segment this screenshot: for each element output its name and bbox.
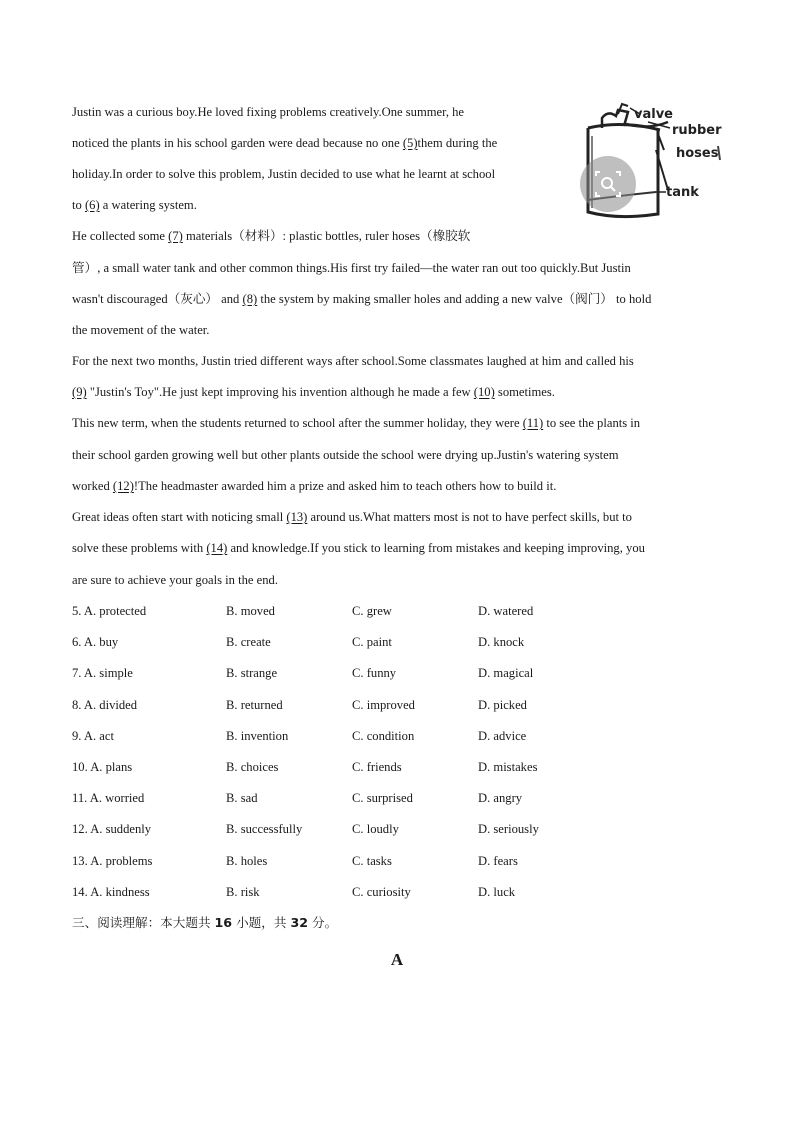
- option-b[interactable]: B. risk: [226, 884, 260, 899]
- option-c[interactable]: C. grew: [352, 604, 392, 618]
- question-row: [72, 727, 722, 745]
- passage-line: [72, 290, 722, 308]
- passage-line: [72, 571, 722, 589]
- part-title: A: [390, 950, 404, 969]
- passage-text: holiday.In order to solve this problem, Justin decided to use what he learnt at school: [72, 167, 496, 181]
- question-row: [72, 883, 722, 901]
- option-a[interactable]: 11. A. worried: [72, 791, 145, 806]
- option-d[interactable]: D. angry: [478, 791, 523, 806]
- section-score: 32: [290, 915, 308, 930]
- passage-text: the movement of the water.: [72, 323, 210, 337]
- passage-line: [72, 196, 562, 214]
- option-a[interactable]: 6. A. buy: [72, 635, 119, 650]
- option-c[interactable]: C. curiosity: [352, 884, 411, 899]
- option-b[interactable]: B. holes: [226, 853, 268, 868]
- option-c[interactable]: C. improved: [352, 697, 415, 712]
- passage-text: "Justin's Toy".He just kept improving his invention although he made a few: [86, 385, 474, 399]
- passage-text: This new term, when the students returned to school after the summer holiday, they were: [72, 416, 523, 430]
- section-heading: [72, 914, 337, 932]
- option-b[interactable]: B. moved: [226, 604, 275, 618]
- option-d[interactable]: D. watered: [478, 604, 534, 618]
- question-row: [72, 820, 722, 838]
- option-c[interactable]: C. condition: [352, 728, 415, 743]
- passage-line: [72, 477, 722, 495]
- passage-text: !The headmaster awarded him a prize and asked him to teach others how to build it.: [133, 479, 557, 493]
- passage-text: to see the plants in: [543, 416, 641, 430]
- option-b[interactable]: B. invention: [226, 728, 289, 743]
- passage-line: [72, 134, 562, 152]
- option-d[interactable]: D. mistakes: [478, 760, 538, 774]
- passage-line: [72, 352, 722, 370]
- option-c[interactable]: C. friends: [352, 760, 402, 774]
- option-b[interactable]: B. successfully: [226, 822, 303, 837]
- option-b[interactable]: B. sad: [226, 791, 258, 806]
- option-d[interactable]: D. seriously: [478, 822, 539, 837]
- passage-line: [72, 414, 722, 432]
- option-c[interactable]: C. funny: [352, 666, 397, 681]
- label-hoses: hoses: [676, 146, 719, 161]
- blank-number: (9): [72, 385, 87, 399]
- passage-text: solve these problems with: [72, 541, 207, 555]
- passage-line: [72, 103, 562, 121]
- option-a[interactable]: 12. A. suddenly: [72, 822, 152, 837]
- passage-text: their school garden growing well but other plants outside the school were drying up.Justin's watering system: [72, 448, 619, 462]
- magnifier-overlay: [580, 156, 636, 212]
- option-a[interactable]: 5. A. protected: [72, 604, 147, 618]
- option-a[interactable]: 9. A. act: [72, 728, 114, 743]
- passage-text: materials（材料）: plastic bottles, ruler hoses（橡胶软: [182, 229, 471, 243]
- passage-text: For the next two months, Justin tried different ways after school.Some classmates laughed at him and called his: [72, 354, 634, 368]
- question-row: [72, 664, 722, 682]
- label-rubber: rubber: [672, 123, 722, 138]
- section-heading-suffix: 分。: [308, 915, 338, 930]
- blank-number: (5): [402, 136, 418, 150]
- passage-line: [72, 446, 722, 464]
- blank-number: (6): [84, 198, 100, 212]
- passage-text: around us.What matters most is not to have perfect skills, but to: [307, 510, 632, 524]
- option-b[interactable]: B. returned: [226, 697, 283, 712]
- question-row: [72, 852, 722, 870]
- passage-text: wasn't discouraged（灰心） and: [72, 292, 243, 306]
- passage-line: [72, 227, 562, 245]
- option-b[interactable]: B. strange: [226, 666, 278, 681]
- passage-text: are sure to achieve your goals in the end.: [72, 573, 278, 587]
- option-d[interactable]: D. advice: [478, 728, 527, 743]
- option-d[interactable]: D. knock: [478, 635, 525, 650]
- question-row: [72, 758, 722, 776]
- option-a[interactable]: 10. A. plans: [72, 760, 133, 774]
- question-row: [72, 789, 722, 807]
- passage-text: the system by making smaller holes and adding a new valve（阀门） to hold: [257, 292, 652, 306]
- question-row: [72, 696, 722, 714]
- passage-line: [72, 508, 722, 526]
- question-row: [72, 602, 722, 620]
- passage-text: and knowledge.If you stick to learning from mistakes and keeping improving, you: [227, 541, 645, 555]
- passage-text: Justin was a curious boy.He loved fixing problems creatively.One summer, he: [72, 105, 465, 119]
- passage-line: [72, 165, 562, 183]
- passage-text: Great ideas often start with noticing small: [72, 510, 287, 524]
- option-b[interactable]: B. create: [226, 635, 271, 650]
- passage-text: He collected some: [72, 229, 169, 243]
- blank-number: (14): [206, 541, 228, 555]
- label-valve: valve: [634, 107, 673, 122]
- option-a[interactable]: 13. A. problems: [72, 853, 153, 868]
- option-a[interactable]: 7. A. simple: [72, 666, 133, 681]
- blank-number: (8): [242, 292, 258, 306]
- option-c[interactable]: C. tasks: [352, 853, 392, 868]
- option-c[interactable]: C. loudly: [352, 822, 399, 837]
- option-d[interactable]: D. fears: [478, 853, 518, 868]
- label-tank: tank: [666, 185, 699, 200]
- passage-text: noticed the plants in his school garden were dead because no one: [72, 136, 403, 150]
- passage-line: [72, 321, 722, 339]
- option-d[interactable]: D. magical: [478, 666, 534, 681]
- passage-text: them during the: [417, 136, 498, 150]
- passage-line: [72, 259, 722, 277]
- section-heading-middle: 小题，共: [232, 915, 291, 930]
- option-b[interactable]: B. choices: [226, 760, 279, 774]
- question-row: [72, 633, 722, 651]
- passage-text: to: [72, 198, 85, 212]
- option-d[interactable]: D. picked: [478, 697, 527, 712]
- blank-number: (12): [112, 479, 134, 493]
- option-c[interactable]: C. paint: [352, 635, 392, 650]
- passage-text: sometimes.: [494, 385, 555, 399]
- passage-line: [72, 539, 722, 557]
- section-question-count: 16: [214, 915, 233, 930]
- option-a[interactable]: 14. A. kindness: [72, 884, 150, 899]
- passage-text: a watering system.: [99, 198, 197, 212]
- section-heading-prefix: 三、阅读理解：本大题共: [72, 915, 215, 930]
- passage-line: [72, 383, 722, 401]
- option-c[interactable]: C. surprised: [352, 791, 413, 806]
- blank-number: (13): [286, 510, 308, 524]
- blank-number: (10): [473, 385, 495, 399]
- watering-system-drawing: [578, 100, 728, 228]
- option-d[interactable]: D. luck: [478, 884, 516, 899]
- option-a[interactable]: 8. A. divided: [72, 697, 138, 712]
- watering-system-figure: [578, 100, 728, 228]
- blank-number: (7): [168, 229, 183, 243]
- passage-text: worked: [72, 479, 113, 493]
- blank-number: (11): [522, 416, 544, 430]
- passage-text: 管）, a small water tank and other common things.His first try failed—the water ran out too quickly.But Justin: [72, 261, 631, 275]
